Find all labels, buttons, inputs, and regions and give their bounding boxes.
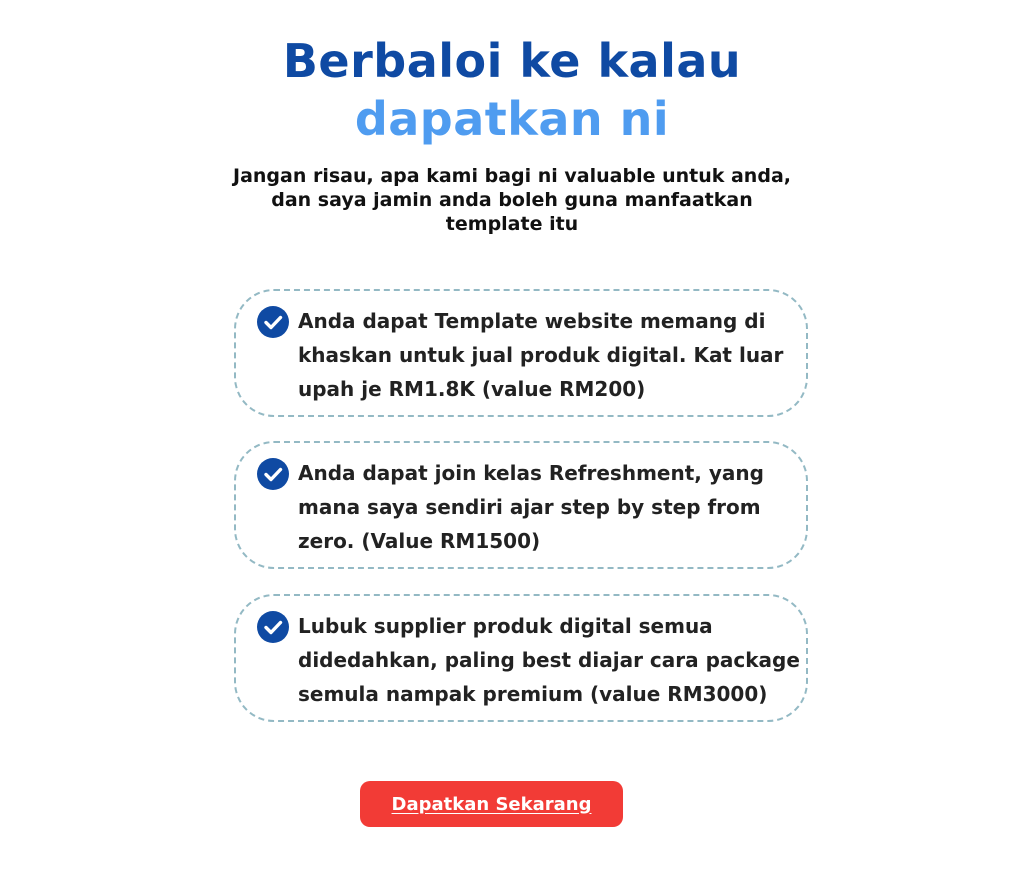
- subtitle: Jangan risau, apa kami bagi ni valuable untuk anda, dan saya jamin anda boleh guna manfaatkan template itu: [233, 165, 791, 235]
- headline-line-1: Berbaloi ke kalau: [282, 34, 742, 88]
- benefit-card-supplier: [234, 594, 808, 722]
- headline-line-2: dapatkan ni: [354, 92, 670, 146]
- dapatkan-sekarang-button[interactable]: [360, 781, 623, 827]
- benefit-text: Anda dapat join kelas Refreshment, yang mana saya sendiri ajar step by step from zero. (Value RM1500): [298, 461, 764, 553]
- benefit-text: Anda dapat Template website memang di khaskan untuk jual produk digital. Kat luar upah je RM1.8K (value RM200): [298, 309, 784, 401]
- benefit-text: Lubuk supplier produk digital semua didedahkan, paling best diajar cara package semula nampak premium (value RM3000): [298, 614, 800, 706]
- cta-label: Dapatkan Sekarang: [391, 793, 592, 815]
- benefit-card-class: [234, 441, 808, 569]
- check-circle-icon: [257, 458, 289, 490]
- check-circle-icon: [257, 306, 289, 338]
- check-circle-icon: [257, 611, 289, 643]
- benefit-card-template: [234, 289, 808, 417]
